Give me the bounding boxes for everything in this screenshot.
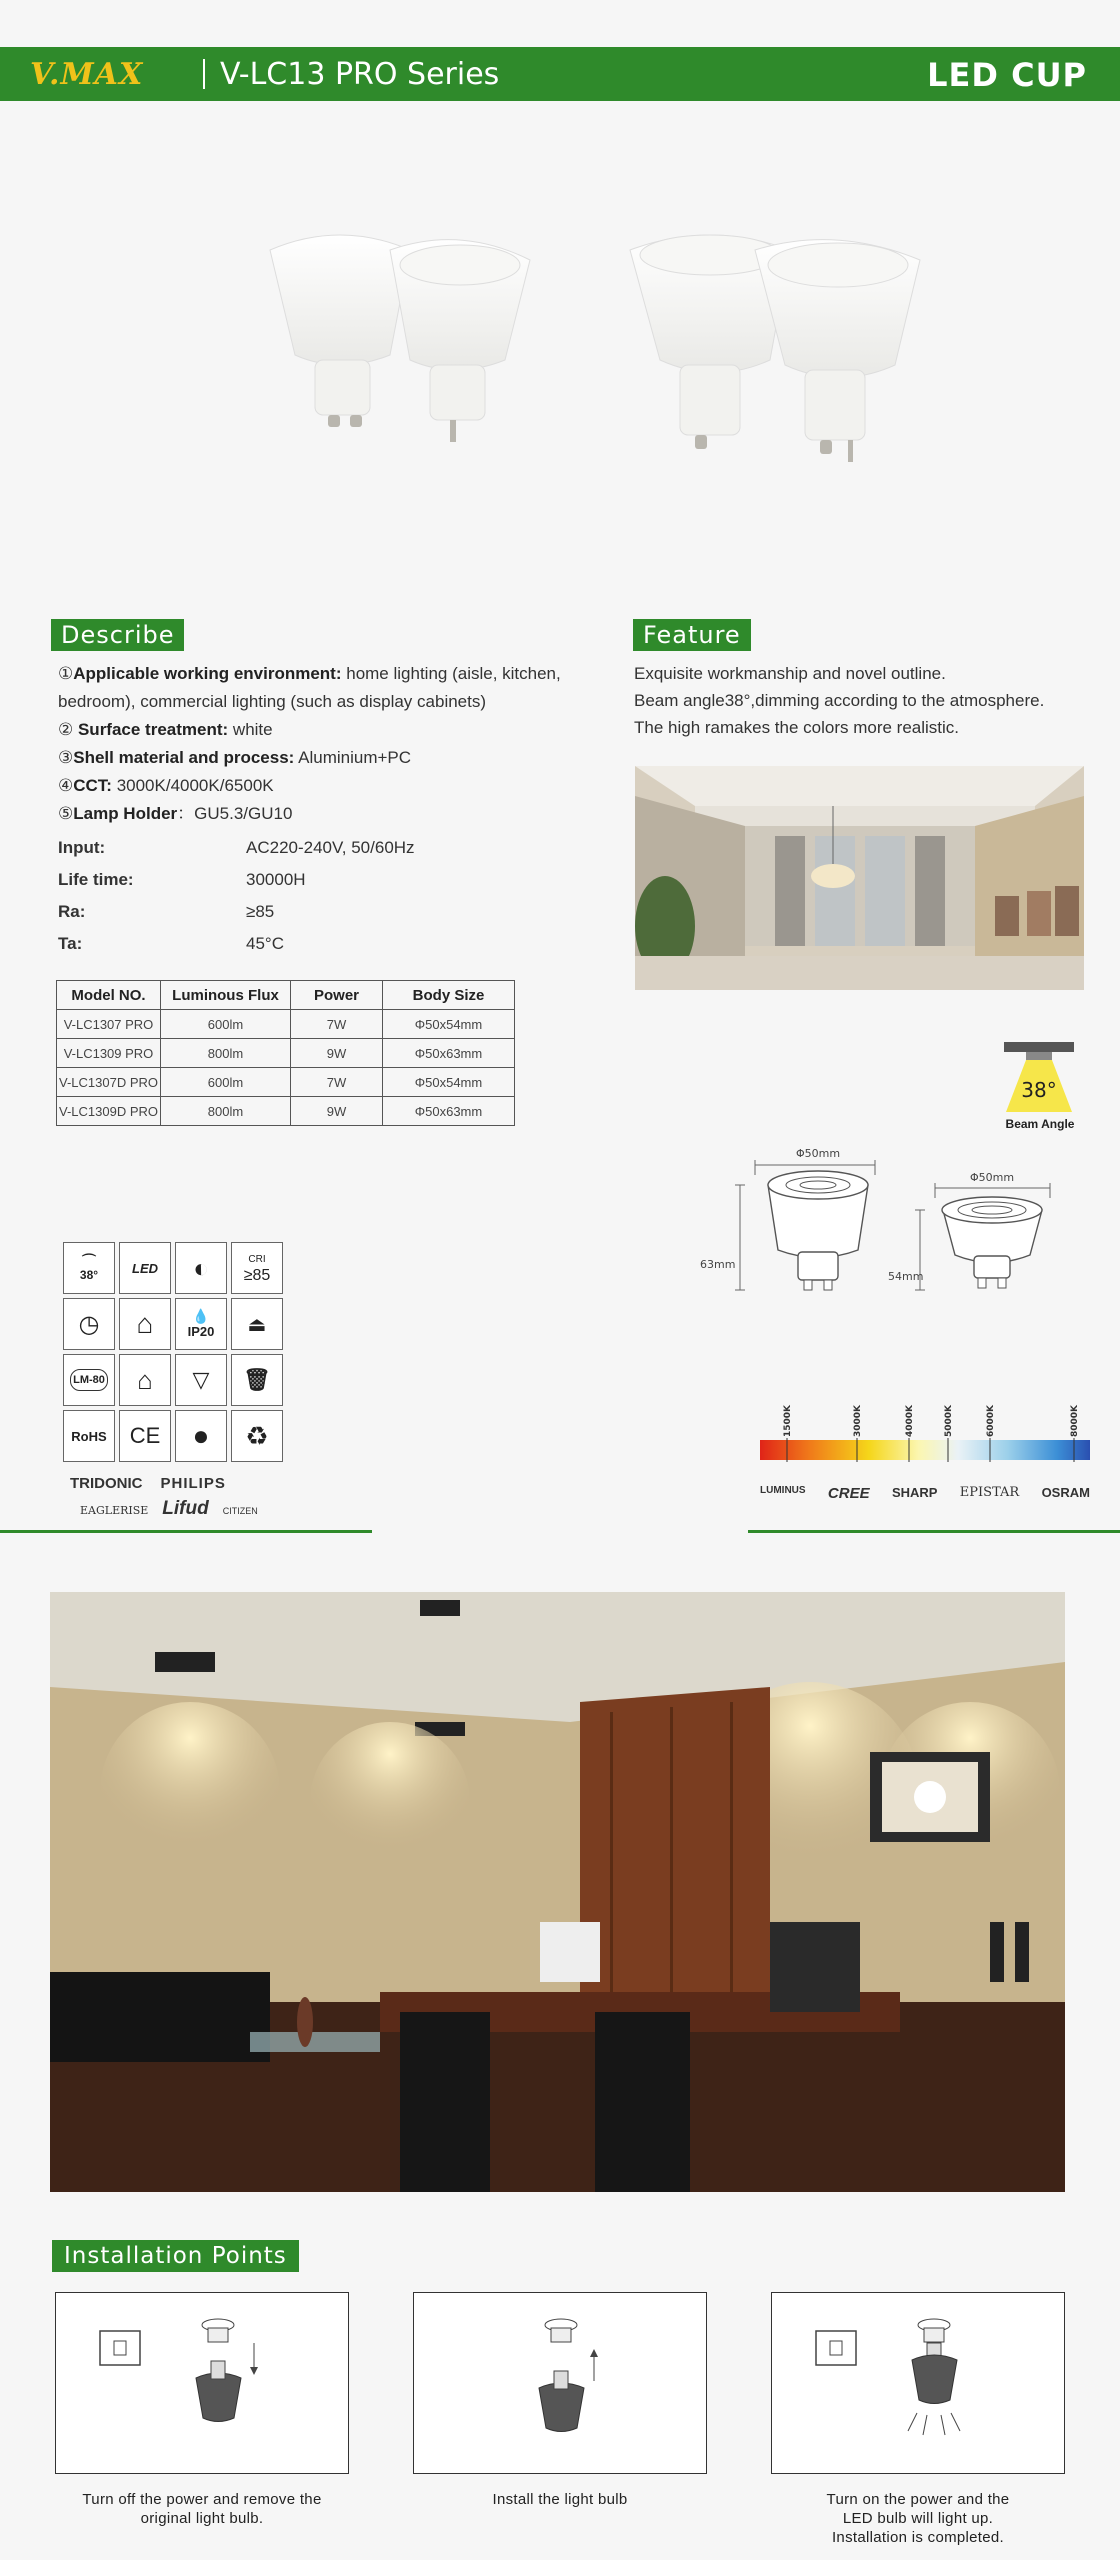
eco-arrow-icon: ●: [175, 1410, 227, 1462]
cri-icon: CRI ≥85: [231, 1242, 283, 1294]
table-row: V-LC1309 PRO 800lm 9W Φ50x63mm: [57, 1039, 515, 1068]
ce-icon: CE: [119, 1410, 171, 1462]
brand-cree: CREE: [827, 1485, 870, 1502]
product-image: [250, 210, 950, 520]
lm80-icon: LM-80: [63, 1354, 115, 1406]
room-photo-small: [635, 766, 1084, 990]
led-icon: LED: [119, 1242, 171, 1294]
describe-item: ⑤Lamp Holder：GU5.3/GU10: [58, 804, 293, 823]
brand-eaglerise: EAGLERISE: [80, 1504, 149, 1517]
step-2-caption: Install the light bulb: [492, 2491, 628, 2508]
svg-text:3000K: 3000K: [853, 1404, 863, 1437]
svg-text:6000K: 6000K: [986, 1404, 996, 1437]
beam-38-icon: ⌒ 38°: [63, 1242, 115, 1294]
header-divider: [203, 59, 205, 89]
brand-philips: PHILIPS: [160, 1475, 226, 1492]
beam-angle-icon: [1004, 1042, 1074, 1112]
office-photo: [50, 1592, 1065, 2192]
recycle-icon: ♻: [231, 1410, 283, 1462]
spec-life: Life time: 30000H: [58, 870, 306, 889]
installation-badge: Installation Points: [52, 2240, 299, 2272]
dimmable-moon-icon: ◐: [175, 1242, 227, 1294]
weee-bin-icon: 🗑: [231, 1354, 283, 1406]
beam-angle-label: Beam Angle: [1005, 1117, 1075, 1131]
f-mark-icon: ▽: [175, 1354, 227, 1406]
driver-brands: [70, 1475, 310, 1520]
table-row: V-LC1307 PRO 600lm 7W Φ50x54mm: [57, 1010, 515, 1039]
svg-text:54mm: 54mm: [888, 1270, 924, 1283]
svg-text:63mm: 63mm: [700, 1258, 736, 1271]
table-header-row: Model NO. Luminous Flux Power Body Size: [57, 981, 515, 1010]
brand-lifud: Lifud: [162, 1498, 209, 1519]
describe-item: ①Applicable working environment: home lighting (aisle, kitchen, bedroom), commercial lighting (such as display cabinets): [58, 664, 561, 711]
home-use-icon: ⌂: [119, 1298, 171, 1350]
ceiling-lamp-icon: ⏏: [231, 1298, 283, 1350]
step-3-illustration: [771, 2292, 1065, 2474]
step-1-caption: Turn off the power and remove the original light bulb.: [82, 2491, 322, 2527]
svg-text:Φ50mm: Φ50mm: [795, 1147, 841, 1160]
describe-badge: Describe: [51, 619, 184, 651]
svg-text:5000K: 5000K: [944, 1404, 954, 1437]
brand-epistar: EPISTAR: [959, 1485, 1020, 1500]
wall-switch-icon: [100, 2331, 140, 2365]
brand-tridonic: TRIDONIC: [70, 1475, 143, 1492]
table-row: V-LC1309D PRO 800lm 9W Φ50x63mm: [57, 1097, 515, 1126]
svg-text:8000K: 8000K: [1070, 1404, 1080, 1437]
step-2-illustration: [413, 2292, 707, 2474]
brand-logo: V.MAX: [30, 56, 144, 92]
spec-ra: Ra: ≥85: [58, 902, 275, 921]
table-row: V-LC1307D PRO 600lm 7W Φ50x54mm: [57, 1068, 515, 1097]
divider-right: [748, 1530, 1120, 1533]
dimension-drawing: [700, 1140, 1100, 1340]
svg-text:4000K: 4000K: [905, 1404, 915, 1437]
category-title: LED CUP: [927, 56, 1087, 94]
series-title: V-LC13 PRO Series: [220, 57, 500, 92]
rohs-icon: RoHS: [63, 1410, 115, 1462]
model-table: [56, 980, 515, 1126]
lifetime-clock-icon: ◷: [63, 1298, 115, 1350]
header-bar: [0, 47, 1120, 101]
feature-badge: Feature: [633, 619, 751, 651]
indoor-icon: ⌂: [119, 1354, 171, 1406]
certification-icon-grid: [63, 1242, 283, 1462]
svg-text:Φ50mm: Φ50mm: [969, 1171, 1015, 1184]
describe-list: [58, 660, 578, 960]
brand-osram: OSRAM: [1041, 1485, 1090, 1500]
ip20-icon: 💧 IP20: [175, 1298, 227, 1350]
brand-luminus: LUMINUS: [760, 1485, 806, 1496]
cct-color-scale: [760, 1400, 1090, 1490]
feature-text: Exquisite workmanship and novel outline. Beam angle38°,dimming according to the atmosphere. The high ramakes the colors more realistic.: [634, 664, 1045, 737]
spec-input: Input: AC220-240V, 50/60Hz: [58, 838, 415, 857]
describe-item: ② Surface treatment: white: [58, 720, 273, 739]
spec-ta: Ta: 45°C: [58, 934, 284, 953]
describe-item: ④CCT: 3000K/4000K/6500K: [58, 776, 274, 795]
brand-citizen: CITIZEN: [222, 1506, 258, 1516]
brand-sharp: SHARP: [891, 1485, 938, 1500]
svg-text:1500K: 1500K: [783, 1404, 793, 1437]
step-3-caption: Turn on the power and the LED bulb will light up. Installation is completed.: [826, 2491, 1010, 2546]
chip-brands: [760, 1485, 1090, 1502]
describe-item: ③Shell material and process: Aluminium+PC: [58, 748, 412, 767]
svg-text:38°: 38°: [1021, 1078, 1057, 1102]
divider-left: [0, 1530, 372, 1533]
step-1-illustration: [55, 2292, 349, 2474]
